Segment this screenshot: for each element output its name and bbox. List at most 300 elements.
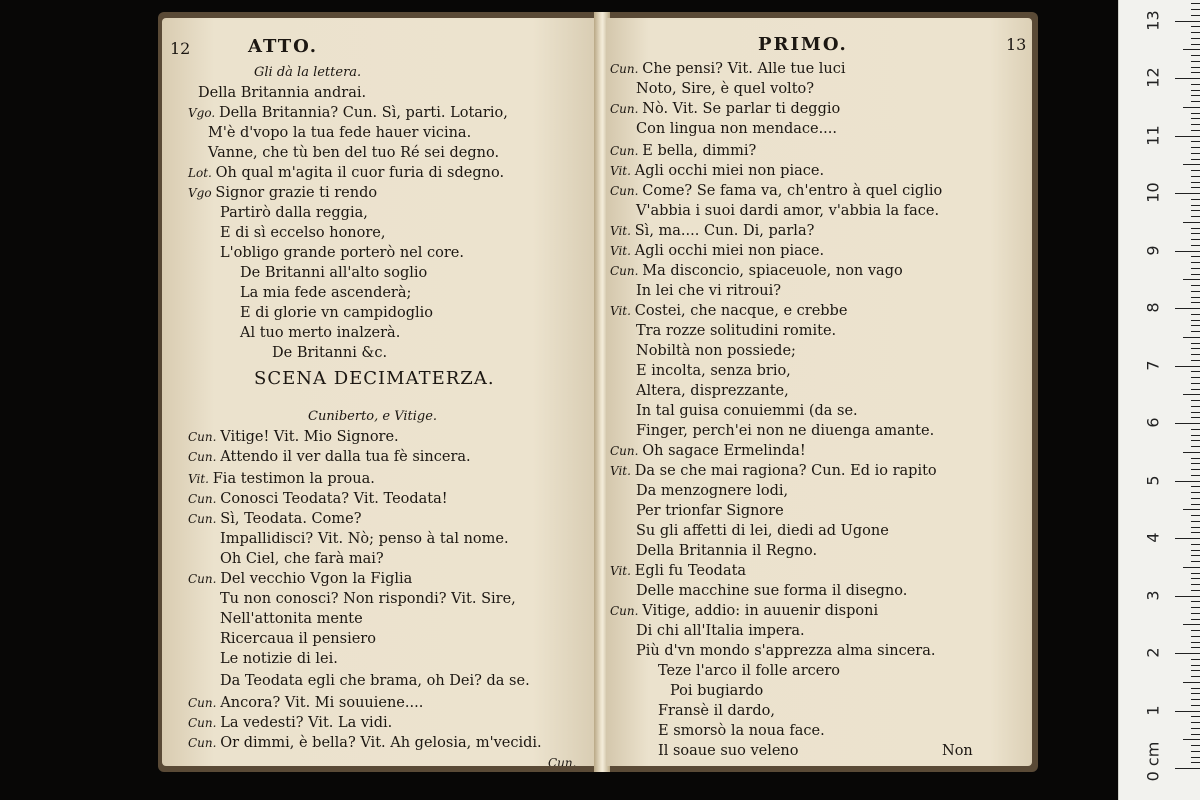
line-text: Su gli affetti di lei, diedi ad Ugone <box>636 523 889 539</box>
ruler-tick <box>1191 320 1200 321</box>
ruler-tick <box>1191 665 1200 666</box>
ruler-tick <box>1183 739 1200 740</box>
line-text: Che pensi? Vit. Alle tue luci <box>642 61 846 77</box>
ruler-tick <box>1183 682 1200 683</box>
text-line <box>610 142 756 160</box>
line-text: De Britanni all'alto soglio <box>240 265 428 281</box>
line-text: Fia testimon la proua. <box>212 471 375 487</box>
ruler-tick <box>1191 72 1200 73</box>
ruler-tick <box>1183 567 1200 568</box>
text-line <box>240 284 411 302</box>
text-line <box>188 694 423 712</box>
text-line <box>220 224 386 242</box>
ruler-tick <box>1191 417 1200 418</box>
ruler-tick <box>1191 555 1200 556</box>
speaker-tag: Cun. <box>610 184 643 198</box>
line-text: Vitige! Vit. Mio Signore. <box>220 429 399 445</box>
line-text: Or dimmi, è bella? Vit. Ah gelosia, m'vecidi. <box>220 735 542 751</box>
ruler-tick <box>1191 584 1200 585</box>
text-line <box>188 510 361 528</box>
ruler-tick <box>1191 613 1200 614</box>
text-line <box>610 562 746 580</box>
ruler-tick <box>1191 486 1200 487</box>
speaker-tag: Vgo. <box>188 106 219 120</box>
line-text: Oh sagace Ermelinda! <box>642 443 806 459</box>
ruler-tick <box>1191 9 1200 10</box>
ruler-tick <box>1183 107 1200 108</box>
line-text: Da Teodata egli che brama, oh Dei? da se. <box>220 673 530 689</box>
text-line <box>240 324 400 342</box>
line-text: Tu non conosci? Non rispondi? Vit. Sire, <box>220 591 516 607</box>
text-line <box>188 470 375 488</box>
line-text: Costei, che nacque, e crebbe <box>634 303 848 319</box>
text-line <box>636 622 805 640</box>
line-text: V'abbia i suoi dardi amor, v'abbia la face. <box>636 203 940 219</box>
ruler-tick <box>1191 15 1200 16</box>
ruler-tick <box>1191 239 1200 240</box>
text-line <box>220 244 464 262</box>
text-line <box>272 344 387 362</box>
text-line <box>220 530 509 548</box>
ruler-tick <box>1191 187 1200 188</box>
ruler-tick <box>1191 446 1200 447</box>
text-line <box>610 442 806 460</box>
text-line <box>188 184 377 202</box>
ruler-tick <box>1191 67 1200 68</box>
ruler-tick <box>1191 659 1200 660</box>
line-text: Conosci Teodata? Vit. Teodata! <box>220 491 448 507</box>
ruler-tick <box>1191 331 1200 332</box>
text-line <box>610 162 824 180</box>
line-text: In lei che vi ritroui? <box>636 283 782 299</box>
text-line <box>636 522 889 540</box>
ruler-tick <box>1191 475 1200 476</box>
ruler-tick <box>1191 285 1200 286</box>
ruler-tick <box>1191 159 1200 160</box>
running-head: ATTO. <box>248 36 319 57</box>
text-line <box>188 490 448 508</box>
ruler-tick <box>1191 176 1200 177</box>
ruler-label: 0 cm <box>1143 741 1163 782</box>
text-line <box>610 182 942 200</box>
text-line <box>188 428 399 446</box>
text-line <box>220 672 530 690</box>
ruler-tick <box>1191 435 1200 436</box>
line-text: Attendo il ver dalla tua fè sincera. <box>220 449 471 465</box>
ruler-tick <box>1191 688 1200 689</box>
text-line <box>240 304 433 322</box>
ruler-tick <box>1191 642 1200 643</box>
ruler-tick <box>1191 354 1200 355</box>
text-line <box>942 742 973 760</box>
ruler-tick <box>1191 90 1200 91</box>
ruler-tick <box>1191 182 1200 183</box>
page-number: 12 <box>170 39 191 58</box>
ruler-tick <box>1191 262 1200 263</box>
line-text: Ancora? Vit. Mi souuiene.... <box>220 695 424 711</box>
line-text: Vitige, addio: in auuenir disponi <box>642 603 879 619</box>
text-line <box>636 402 858 420</box>
ruler-tick <box>1191 590 1200 591</box>
ruler-tick <box>1183 509 1200 510</box>
line-text: Fransè il dardo, <box>658 703 775 719</box>
text-line <box>636 80 814 98</box>
line-text: La vedesti? Vit. La vidi. <box>220 715 393 731</box>
line-text: In tal guisa conuiemmi (da se. <box>636 403 858 419</box>
ruler-tick <box>1191 607 1200 608</box>
line-text: E smorsò la noua face. <box>658 723 825 739</box>
line-text: E di sì eccelso honore, <box>220 225 386 241</box>
ruler-tick <box>1191 728 1200 729</box>
ruler-tick <box>1191 601 1200 602</box>
speaker-tag: Cun. <box>610 62 643 76</box>
text-line <box>610 462 937 480</box>
line-text: Da menzognere lodi, <box>636 483 789 499</box>
speaker-tag: Vit. <box>610 164 635 178</box>
ruler-tick <box>1191 406 1200 407</box>
ruler-label: 5 <box>1143 474 1163 486</box>
line-text: Impallidisci? Vit. Nò; penso à tal nome. <box>220 531 509 547</box>
ruler-tick <box>1175 768 1200 769</box>
ruler-tick <box>1191 619 1200 620</box>
line-text: La mia fede ascenderà; <box>240 285 412 301</box>
text-line <box>610 60 846 78</box>
ruler-tick <box>1191 699 1200 700</box>
line-text: Finger, perch'ei non ne diuenga amante. <box>636 423 935 439</box>
text-line <box>610 100 840 118</box>
text-line <box>188 734 542 752</box>
text-line <box>636 382 789 400</box>
text-line <box>636 582 907 600</box>
text-line <box>240 264 427 282</box>
line-text: Oh Ciel, che farà mai? <box>220 551 384 567</box>
speaker-tag: Vgo <box>188 186 216 200</box>
ruler-tick <box>1191 147 1200 148</box>
line-text: E bella, dimmi? <box>642 143 757 159</box>
ruler-tick <box>1183 164 1200 165</box>
line-text: Nò. Vit. Se parlar ti deggio <box>642 101 841 117</box>
speaker-tag: Vit. <box>610 244 635 258</box>
ruler-tick <box>1191 751 1200 752</box>
ruler-tick <box>1175 193 1200 194</box>
ruler-tick <box>1175 538 1200 539</box>
line-text: Oh qual m'agita il cuor furia di sdegno. <box>215 165 505 181</box>
ruler-tick <box>1191 95 1200 96</box>
ruler-label: 12 <box>1143 67 1163 88</box>
line-text: De Britanni &c. <box>272 345 388 361</box>
ruler-tick <box>1191 544 1200 545</box>
ruler-tick <box>1191 210 1200 211</box>
text-line <box>636 362 791 380</box>
ruler-tick <box>1191 578 1200 579</box>
ruler-tick <box>1191 498 1200 499</box>
ruler-tick <box>1191 371 1200 372</box>
speaker-tag: Cun. <box>188 492 221 506</box>
ruler-tick <box>1175 78 1200 79</box>
ruler-tick <box>1175 423 1200 424</box>
line-text: Più d'vn mondo s'apprezza alma sincera. <box>636 643 936 659</box>
ruler-tick <box>1191 141 1200 142</box>
ruler-label: 8 <box>1143 302 1163 313</box>
ruler-tick <box>1191 205 1200 206</box>
ruler-label: 4 <box>1143 532 1163 543</box>
ruler-tick <box>1175 21 1200 22</box>
ruler-label: 6 <box>1143 417 1163 428</box>
ruler-tick <box>1191 199 1200 200</box>
ruler-tick <box>1191 469 1200 470</box>
text-line <box>670 682 763 700</box>
ruler-tick <box>1191 3 1200 4</box>
ruler-tick <box>1191 274 1200 275</box>
text-line <box>636 502 784 520</box>
text-line <box>188 448 471 466</box>
ruler-tick <box>1191 676 1200 677</box>
text-line <box>308 408 437 426</box>
ruler-tick <box>1191 343 1200 344</box>
ruler-tick <box>1191 360 1200 361</box>
ruler-tick <box>1191 348 1200 349</box>
open-book <box>158 12 1038 772</box>
text-line <box>636 120 837 138</box>
line-text: Della Britannia? Cun. Sì, parti. Lotario, <box>219 105 508 121</box>
ruler-tick <box>1191 532 1200 533</box>
ruler-tick <box>1191 118 1200 119</box>
line-text: Con lingua non mendace.... <box>636 121 838 137</box>
ruler-label: 7 <box>1143 359 1163 371</box>
line-text: Il soaue suo veleno <box>658 743 799 759</box>
ruler-tick <box>1191 153 1200 154</box>
ruler-tick <box>1191 233 1200 234</box>
line-text: Noto, Sire, è quel volto? <box>636 81 815 97</box>
ruler-tick <box>1183 394 1200 395</box>
ruler-tick <box>1191 130 1200 131</box>
text-line <box>636 482 788 500</box>
speaker-tag: Cun. <box>188 430 221 444</box>
text-line <box>636 202 939 220</box>
speaker-tag: Cun. <box>610 264 643 278</box>
ruler-tick <box>1191 670 1200 671</box>
ruler-tick <box>1183 624 1200 625</box>
speaker-tag: Cun. <box>188 736 221 750</box>
text-line <box>636 642 935 660</box>
ruler-tick <box>1191 268 1200 269</box>
line-text: Sì, Teodata. Come? <box>220 511 362 527</box>
text-line <box>610 302 847 320</box>
ruler-tick <box>1191 463 1200 464</box>
ruler-tick <box>1191 573 1200 574</box>
ruler-tick <box>1191 722 1200 723</box>
ruler-tick <box>1191 291 1200 292</box>
ruler-tick <box>1175 596 1200 597</box>
line-text: Signor grazie ti rendo <box>215 185 378 201</box>
text-line <box>658 722 825 740</box>
text-line <box>610 242 824 260</box>
text-line <box>658 742 799 760</box>
ruler-tick <box>1191 55 1200 56</box>
line-text: Della Britannia andrai. <box>198 85 367 101</box>
text-line <box>636 542 817 560</box>
line-text: Tra rozze solitudini romite. <box>636 323 837 339</box>
text-line <box>610 602 878 620</box>
ruler-tick <box>1191 716 1200 717</box>
ruler-tick <box>1191 113 1200 114</box>
line-text: SCENA DECIMATERZA. <box>254 368 495 389</box>
line-text: M'è d'vopo la tua fede hauer vicina. <box>208 125 472 141</box>
line-text: Vanne, che tù ben del tuo Ré sei degno. <box>208 145 500 161</box>
speaker-tag: Cun. <box>610 604 643 618</box>
ruler-tick <box>1191 245 1200 246</box>
line-text: Della Britannia il Regno. <box>636 543 818 559</box>
speaker-tag: Cun. <box>610 144 643 158</box>
left-page <box>162 18 598 766</box>
text-line <box>208 144 499 162</box>
speaker-tag: Cun. <box>188 696 221 710</box>
line-text: Cun. <box>548 756 577 766</box>
text-line <box>254 64 361 82</box>
speaker-tag: Cun. <box>610 102 643 116</box>
text-line <box>198 84 366 102</box>
line-text: Per trionfar Signore <box>636 503 784 519</box>
ruler-tick <box>1183 222 1200 223</box>
speaker-tag: Vit. <box>610 564 635 578</box>
line-text: Agli occhi miei non piace. <box>634 163 825 179</box>
ruler-label: 1 <box>1143 704 1163 716</box>
ruler-tick <box>1183 49 1200 50</box>
line-text: Teze l'arco il folle arcero <box>658 663 841 679</box>
text-line <box>610 222 814 240</box>
ruler-tick <box>1191 400 1200 401</box>
text-line <box>220 204 368 222</box>
ruler-tick <box>1191 521 1200 522</box>
ruler-tick <box>1191 734 1200 735</box>
ruler-tick <box>1175 308 1200 309</box>
line-text: Le notizie di lei. <box>220 651 338 667</box>
text-line <box>220 590 516 608</box>
text-line <box>254 370 495 388</box>
page-number: 13 <box>1006 35 1027 54</box>
line-text: Delle macchine sue forma il disegno. <box>636 583 908 599</box>
line-text: Poi bugiardo <box>670 683 764 699</box>
line-text: Gli dà la lettera. <box>254 65 362 80</box>
text-line <box>636 282 781 300</box>
speaker-tag: Vit. <box>610 464 635 478</box>
text-line <box>220 650 338 668</box>
text-line <box>658 702 775 720</box>
line-text: Agli occhi miei non piace. <box>634 243 825 259</box>
line-text: Di chi all'Italia impera. <box>636 623 805 639</box>
ruler-tick <box>1183 279 1200 280</box>
ruler-tick <box>1191 124 1200 125</box>
line-text: Da se che mai ragiona? Cun. Ed io rapito <box>634 463 937 479</box>
speaker-tag: Lot. <box>188 166 216 180</box>
text-line <box>548 754 576 766</box>
line-text: Ricercaua il pensiero <box>220 631 376 647</box>
ruler-tick <box>1191 325 1200 326</box>
ruler-label: 3 <box>1143 589 1163 601</box>
text-line <box>636 422 934 440</box>
speaker-tag: Vit. <box>610 224 635 238</box>
ruler-tick <box>1191 38 1200 39</box>
line-text: Sì, ma.... Cun. Di, parla? <box>634 223 815 239</box>
ruler-tick <box>1191 757 1200 758</box>
ruler-tick <box>1191 412 1200 413</box>
ruler-tick <box>1191 527 1200 528</box>
speaker-tag: Vit. <box>610 304 635 318</box>
ruler-label: 11 <box>1143 124 1163 146</box>
ruler-tick <box>1191 101 1200 102</box>
ruler-tick <box>1191 377 1200 378</box>
speaker-tag: Cun. <box>188 572 221 586</box>
ruler-tick <box>1191 26 1200 27</box>
ruler-tick <box>1191 84 1200 85</box>
ruler-tick <box>1191 561 1200 562</box>
ruler-tick <box>1191 705 1200 706</box>
ruler-tick <box>1191 256 1200 257</box>
speaker-tag: Cun. <box>188 716 221 730</box>
ruler-tick <box>1183 452 1200 453</box>
ruler-tick <box>1175 653 1200 654</box>
ruler-tick <box>1191 647 1200 648</box>
ruler-tick <box>1191 61 1200 62</box>
text-line <box>636 342 796 360</box>
ruler-label: 13 <box>1143 9 1163 31</box>
text-line <box>208 124 471 142</box>
ruler-tick <box>1191 636 1200 637</box>
line-text: Al tuo merto inalzerà. <box>240 325 401 341</box>
text-line <box>188 164 504 182</box>
ruler-label: 9 <box>1143 244 1163 256</box>
line-text: Partirò dalla reggia, <box>220 205 368 221</box>
ruler-tick <box>1183 337 1200 338</box>
ruler-tick <box>1191 389 1200 390</box>
text-line <box>610 262 903 280</box>
line-text: Non <box>942 743 973 759</box>
line-text: Come? Se fama va, ch'entro à quel ciglio <box>642 183 943 199</box>
ruler-tick <box>1191 302 1200 303</box>
line-text: Del vecchio Vgon la Figlia <box>220 571 413 587</box>
text-line <box>636 322 836 340</box>
ruler-tick <box>1191 44 1200 45</box>
ruler-tick <box>1191 504 1200 505</box>
text-line <box>188 714 392 732</box>
ruler-label: 10 <box>1143 182 1163 203</box>
speaker-tag: Cun. <box>188 512 221 526</box>
ruler-tick <box>1191 228 1200 229</box>
ruler-tick <box>1191 429 1200 430</box>
ruler-tick <box>1191 745 1200 746</box>
text-line <box>188 104 508 122</box>
ruler-tick <box>1191 762 1200 763</box>
ruler-tick <box>1191 297 1200 298</box>
speaker-tag: Cun. <box>188 450 221 464</box>
ruler-tick <box>1191 440 1200 441</box>
line-text: Ma disconcio, spiaceuole, non vago <box>642 263 903 279</box>
speaker-tag: Cun. <box>610 444 643 458</box>
ruler-tick <box>1175 136 1200 137</box>
line-text: E di glorie vn campidoglio <box>240 305 434 321</box>
text-line <box>220 630 376 648</box>
line-text: E incolta, senza brio, <box>636 363 791 379</box>
ruler-tick <box>1191 314 1200 315</box>
line-text: Nell'attonita mente <box>220 611 363 627</box>
line-text: Cuniberto, e Vitige. <box>308 409 438 424</box>
running-head: PRIMO. <box>758 34 848 55</box>
ruler-tick <box>1191 630 1200 631</box>
ruler-tick <box>1191 458 1200 459</box>
ruler-tick <box>1191 693 1200 694</box>
text-line <box>658 662 840 680</box>
ruler-tick <box>1175 481 1200 482</box>
